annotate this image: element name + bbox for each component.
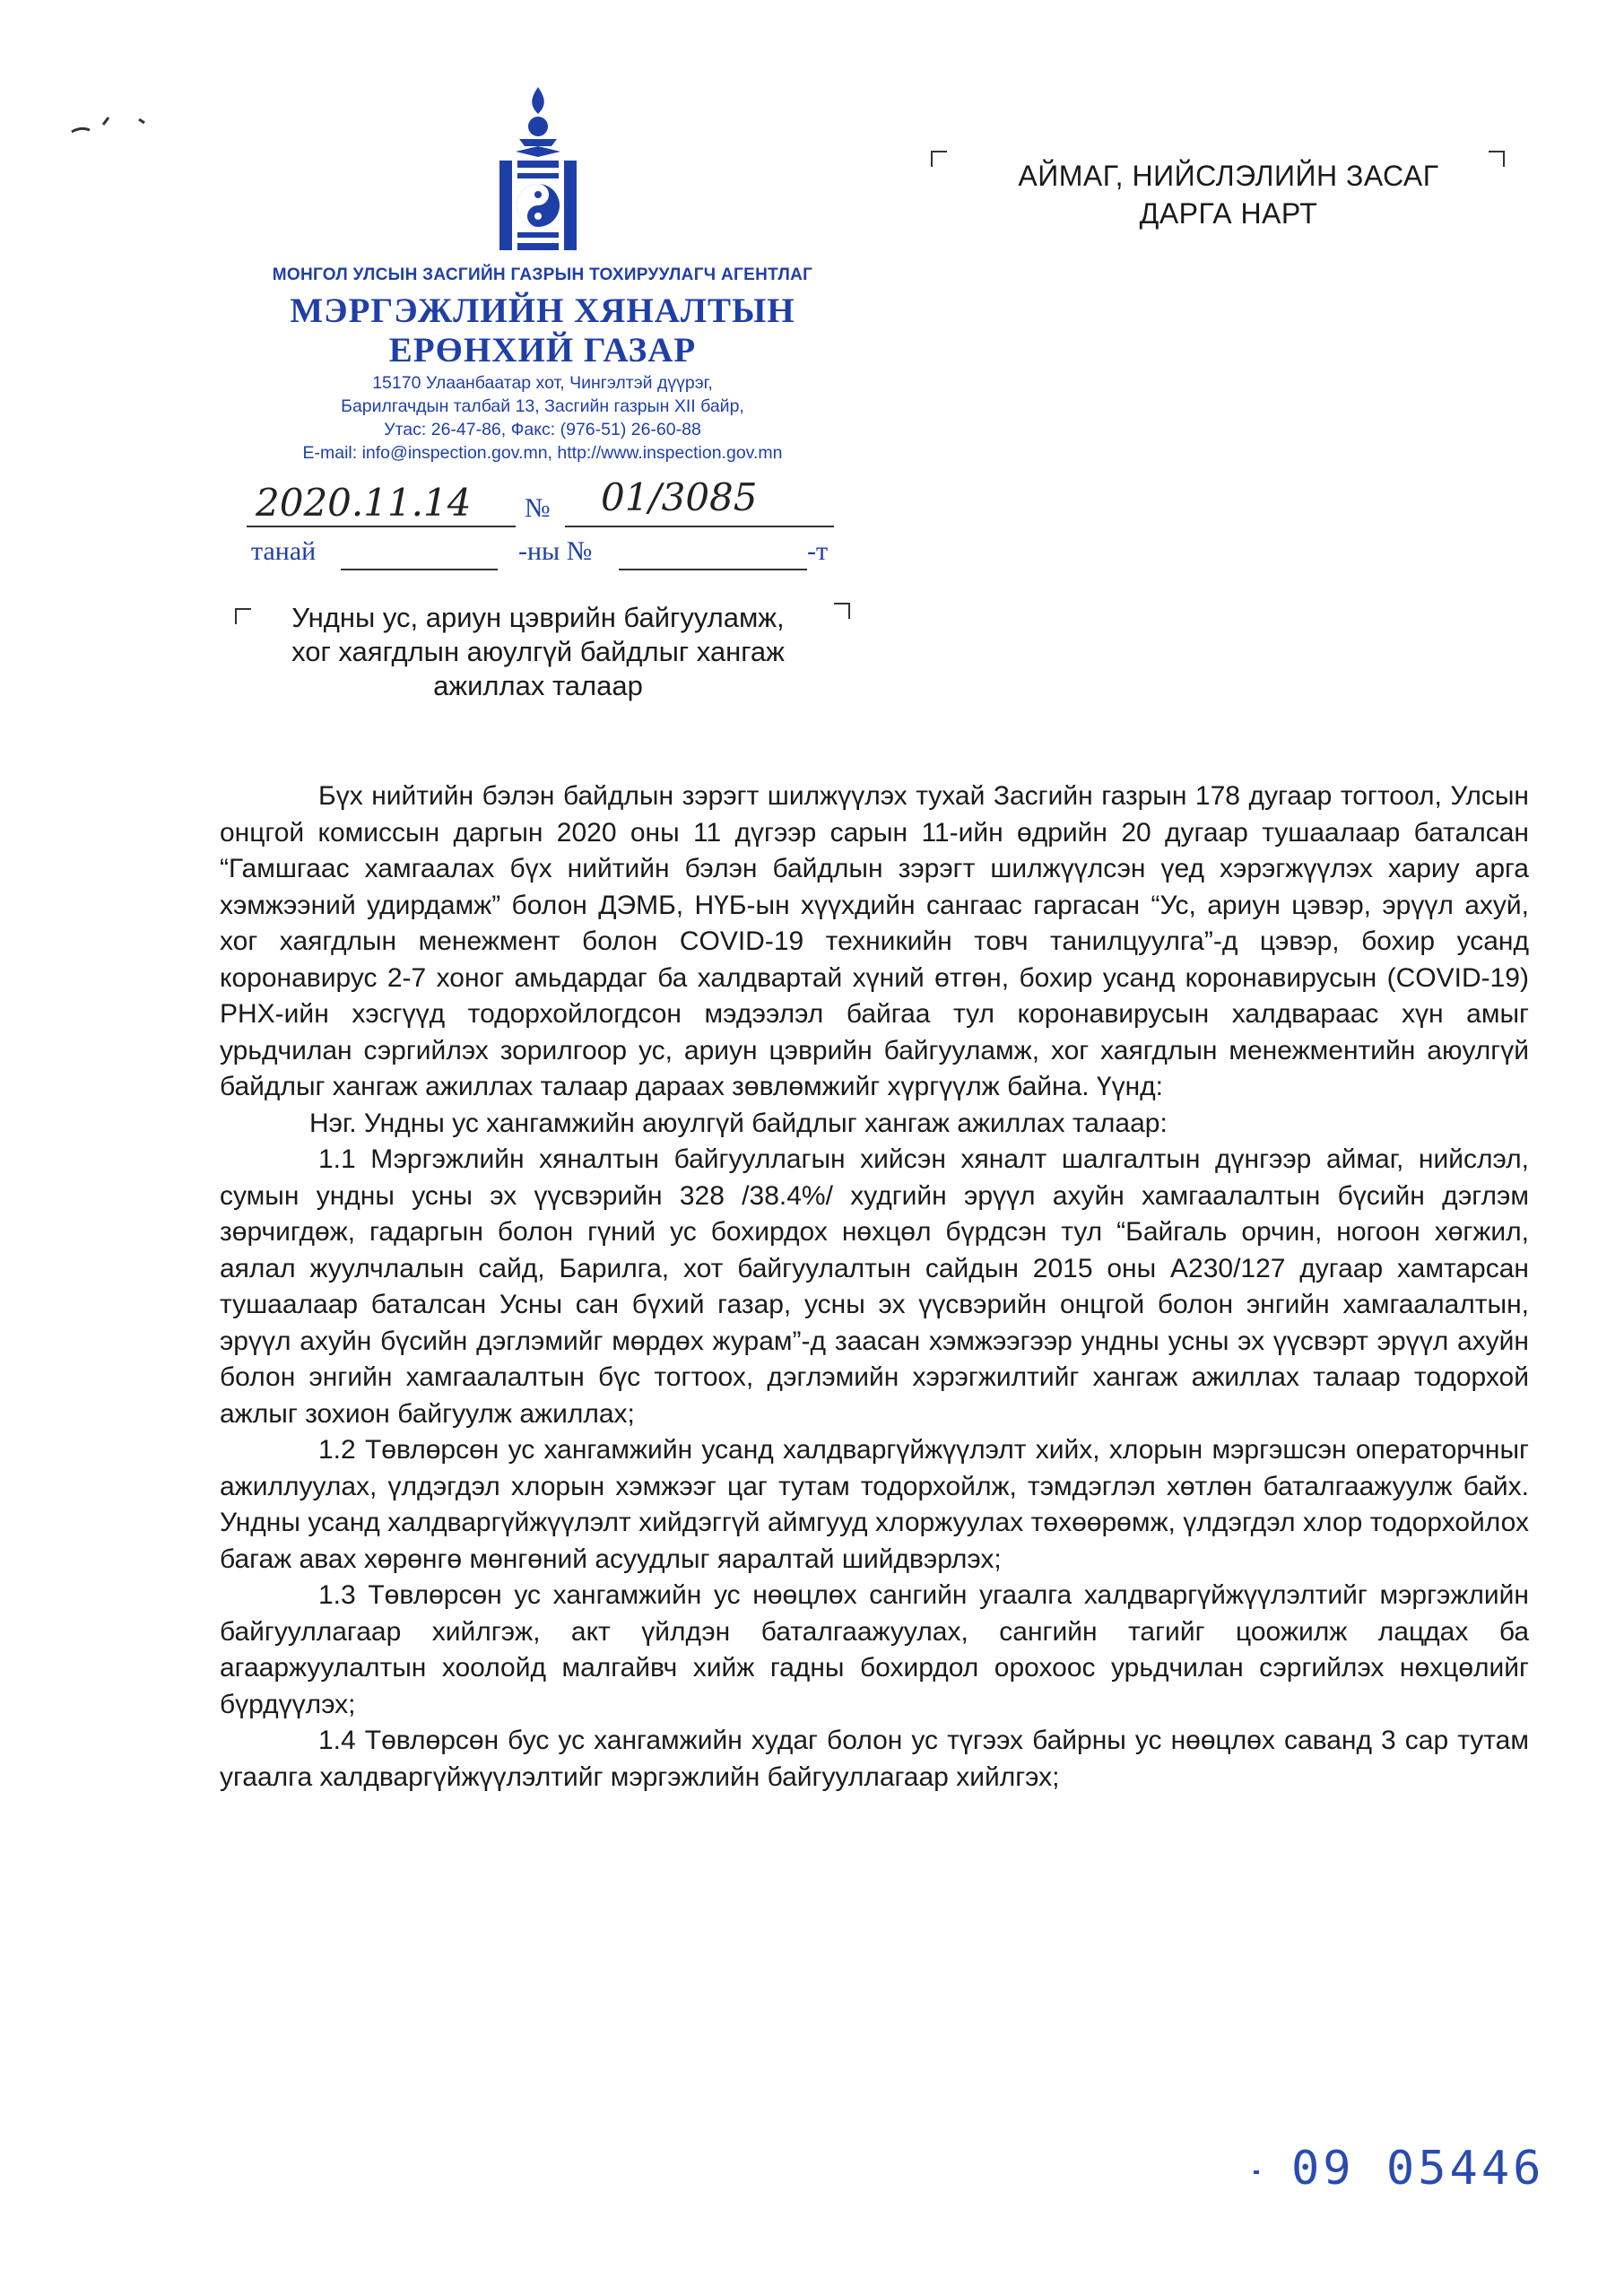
- body-item-1-2: 1.2 Төвлөрсөн ус хангамжийн усанд халдваргүйжүүлэлт хийх, хлорын мэргэшсэн операторчныг ажиллуулах, үлдэгдэл хлорын хэмжээг цаг тутам тодорхойлж, тэмдэглэл хөтлөн баталгаажуулж байх. Ундны усанд халдваргүйжүүлэлт хийдэггүй аймгууд хлоржуулах төхөөрөмж, үлдэгдэл хлор тодорхойлох багаж авах хөрөнгө мөнгөний асуудлыг яаралтай шийдвэрлэх;: [220, 1435, 1529, 1574]
- subject-block: [242, 601, 834, 703]
- subject-line3: ажиллах талаар: [433, 670, 643, 701]
- agency-title-line1: МЭРГЭЖЛИЙН ХЯНАЛТЫН: [290, 291, 795, 330]
- body-item-1-1: 1.1 Мэргэжлийн хяналтын байгууллагын хийсэн хяналт шалгалтын дүнгээр аймаг, нийслэл, сумын ундны усны эх үүсвэрийн 328 /38.4%/ худгийн эрүүл ахуйн хамгаалалтын бүсийн дэглэм зөрчигдөж, гадаргын болон гүний ус бохирдох нөхцөл бүрдсэн тул “Байгаль орчин, ногоон хөгжил, аялал жуулчлалын сайд, Барилга, хот байгуулалтын сайдын 2015 оны А230/127 дугаар хамтарсан тушаалаар баталсан Усны сан бүхий газар, усны эх үүсвэрийн онцгой болон энгийн хамгаалалтын, эрүүл ахуйн бүсийн дэглэмийг мөрдөх журам”-д заасан хэмжээгээр ундны усны эх үүсвэрт эрүүл ахуйн болон энгийн хамгаалалтын бүс тогтоох, дэглэмийн хэрэгжилтийг хангаж ажиллах талаар тодорхой ажлыг зохион байгуулж ажиллах;: [220, 1144, 1529, 1429]
- agency-line: МОНГОЛ УЛСЫН ЗАСГИЙН ГАЗРЫН ТОХИРУУЛАГЧ АГЕНТЛАГ: [272, 265, 813, 284]
- recipient-line1: АЙМАГ, НИЙСЛЭЛИЙН ЗАСАГ: [1018, 160, 1439, 192]
- recipient-line2: ДАРГА НАРТ: [1139, 197, 1318, 230]
- agency-title-line2: ЕРӨНХИЙ ГАЗАР: [388, 331, 697, 370]
- ny-underline: [619, 569, 807, 570]
- reply-reference-row: [251, 536, 843, 581]
- stamp-dot: [1254, 2170, 1259, 2174]
- agency-title: [206, 291, 879, 370]
- reference-date-row: [247, 475, 838, 535]
- body-item-1-3: 1.3 Төвлөрсөн ус хангамжийн ус нөөцлөх сангийн угаалга халдваргүйжүүлэлтийг мэргэжлийн байгууллагаар хийлгэж, акт үйлдэн баталгаажуулах, сангийн тагийг цоожилж лацдах ба агааржуулалтын хоолойд малгайвч хийж гадны бохирдол орохоос урьдчилан сэргийлэх нөхцөлийг бүрдүүлэх;: [220, 1580, 1529, 1719]
- subject-line2: хог хаягдлын аюулгүй байдлыг хангаж: [291, 636, 785, 667]
- email-line: E-mail: info@inspection.gov.mn, http://www.inspection.gov.mn: [302, 443, 783, 463]
- recipient-corner-right: [1489, 151, 1505, 167]
- address-block: [206, 371, 879, 465]
- letter-body: [220, 778, 1529, 1796]
- ny-number-label: -ны №: [518, 536, 593, 566]
- body-item-1-4: 1.4 Төвлөрсөн бус ус хангамжийн худаг болон ус түгээх байрны ус нөөцлөх саванд 3 сар тутам угаалга халдваргүйжүүлэлтийг мэргэжлийн байгууллагаар хийлгэх;: [220, 1726, 1529, 1792]
- recipient-corner-left: [931, 151, 947, 167]
- recipient-block: [977, 157, 1480, 232]
- body-section-heading: Нэг. Ундны ус хангамжийн аюулгүй байдлыг хангаж ажиллах талаар:: [309, 1108, 1168, 1138]
- stray-mark: [67, 112, 175, 148]
- tanai-underline: [341, 569, 498, 570]
- registration-number: 09 05446: [1291, 2142, 1545, 2196]
- address-line2: Барилгачдын талбай 13, Засгийн газрын XII байр,: [341, 396, 744, 416]
- phone-line: Утас: 26-47-86, Факс: (976-51) 26-60-88: [384, 420, 701, 439]
- tanai-label: танай: [251, 536, 317, 566]
- soyombo-emblem-icon: [489, 85, 587, 260]
- handwritten-number: 01/3085: [601, 475, 758, 519]
- number-underline: [565, 526, 834, 527]
- t-label: -т: [807, 536, 829, 566]
- address-line1: 15170 Улаанбаатар хот, Чингэлтэй дүүрэг,: [372, 373, 713, 393]
- subject-corner-right: [834, 603, 850, 619]
- subject-line1: Ундны ус, ариун цэврийн байгууламж,: [291, 602, 785, 633]
- handwritten-date: 2020.11.14: [256, 481, 472, 525]
- number-label: №: [525, 493, 551, 523]
- date-underline: [247, 526, 516, 527]
- body-paragraph-intro: Бүх нийтийн бэлэн байдлын зэрэгт шилжүүлэх тухай Засгийн газрын 178 дугаар тогтоол, Улсын онцгой комиссын даргын 2020 оны 11 дүгээр сарын 11-ийн өдрийн 20 дугаар тушаалаар баталсан “Гамшгаас хамгаалах бүх нийтийн бэлэн байдлын зэрэгт шилжүүлсэн үед хэрэгжүүлэх хариу арга хэмжээний удирдамж” болон ДЭМБ, НҮБ-ын хүүхдийн сангаас гаргасан “Ус, ариун цэвэр, эрүүл ахуй, хог хаягдлын менежмент болон COVID-19 техникийн товч танилцуулга”-д цэвэр, бохир усанд коронавирус 2-7 хоног амьдардаг ба халдвартай хүний өтгөн, бохир усанд коронавирусын (COVID-19) РНХ-ийн хэсгүүд тодорхойлогдсон мэдээлэл байгаа тул коронавирусын халдвараас хүн амыг урьдчилан сэргийлэх зорилгоор ус, ариун цэврийн байгууламж, хог хаягдлын менежментийн аюулгүй байдлыг хангаж ажиллах талаар дараах зөвлөмжийг хүргүүлж байна. Үүнд:: [220, 781, 1529, 1101]
